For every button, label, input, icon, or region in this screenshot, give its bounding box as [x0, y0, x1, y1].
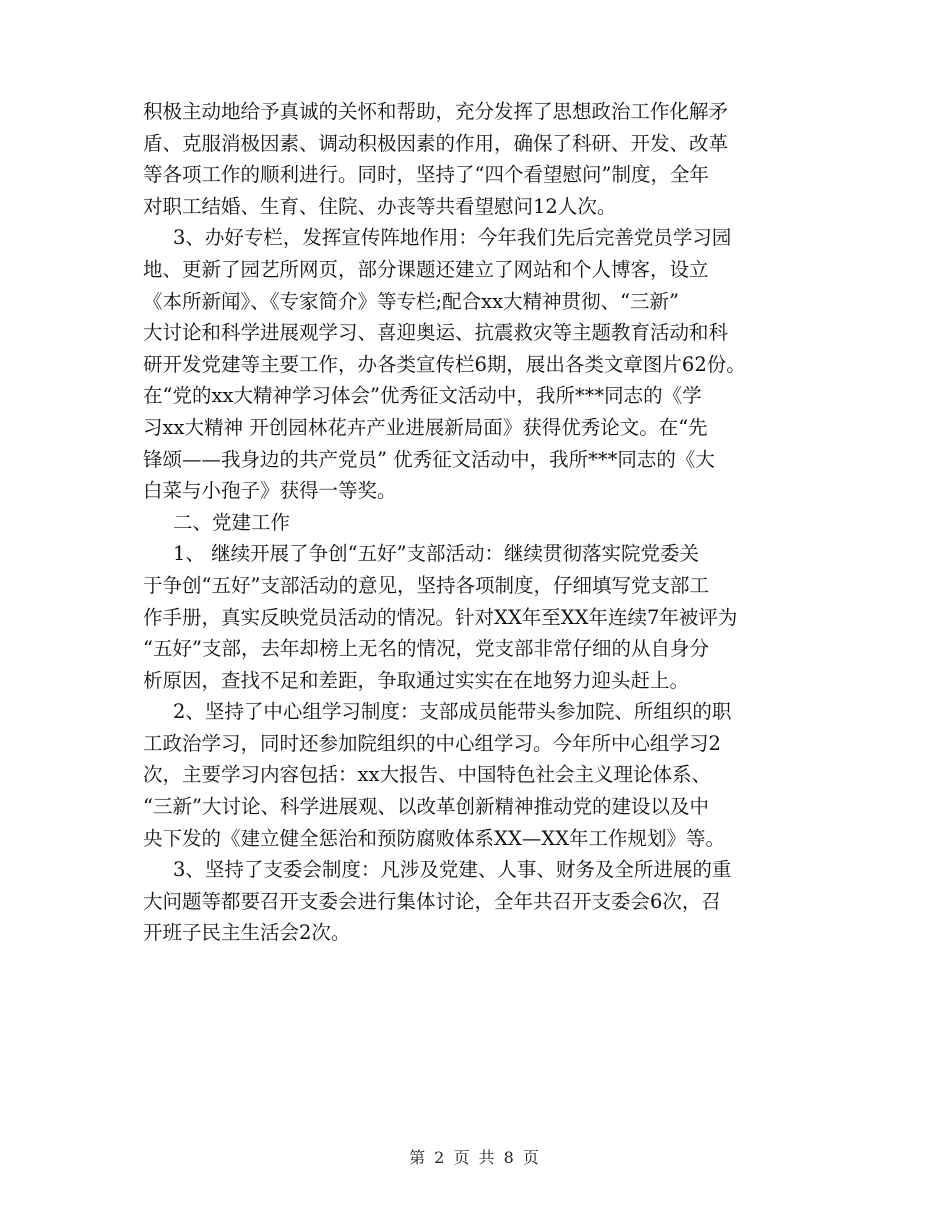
- text-line: 3、坚持了支委会制度：凡涉及党建、人事、财务及全所进展的重: [173, 858, 732, 882]
- text-line: 地、更新了园艺所网页，部分课题还建立了网站和个人博客，设立: [143, 257, 709, 281]
- text-line: 工政治学习，同时还参加院组织的中心组学习。今年所中心组学习2: [143, 731, 721, 755]
- text-line: 《本所新闻》、《专家简介》等专栏;配合xx大精神贯彻、“三新”: [143, 289, 680, 313]
- text-line: 对职工结婚、生育、住院、办丧等共看望慰问12人次。: [143, 194, 617, 218]
- text-line: 1、 继续开展了争创“五好”支部活动：继续贯彻落实院党委关: [173, 542, 700, 566]
- text-line: 大讨论和科学进展观学习、喜迎奥运、抗震救灾等主题教育活动和科: [143, 321, 729, 345]
- page-number-footer: 第 2 页 共 8 页: [409, 1148, 541, 1167]
- text-line: 央下发的《建立健全惩治和预防腐败体系XX—XX年工作规划》等。: [143, 826, 726, 850]
- section-heading-party-building: [143, 507, 823, 539]
- text-line: 2、坚持了中心组学习制度：支部成员能带头参加院、所组织的职: [173, 700, 732, 724]
- text-line: 次，主要学习内容包括：xx大报告、中国特色社会主义理论体系、: [143, 763, 711, 787]
- text-line: “三新”大讨论、科学进展观、以改革创新精神推动党的建设以及中: [143, 795, 709, 819]
- text-line: 积极主动地给予真诚的关怀和帮助，充分发挥了思想政治工作化解矛: [143, 100, 729, 123]
- text-line: 在“党的xx大精神学习体会”优秀征文活动中，我所***同志的《学: [143, 384, 702, 408]
- paragraph-five-good-branch: [143, 538, 823, 696]
- paragraph-central-group-study: [143, 696, 823, 854]
- paragraph-publicity-columns: [143, 222, 823, 506]
- text-line: 习xx大精神 开创园林花卉产业进展新局面》获得优秀论文。在“先: [143, 415, 708, 439]
- text-line: 于争创“五好”支部活动的意见，坚持各项制度，仔细填写党支部工: [143, 573, 709, 597]
- text-line: 白菜与小孢子》获得一等奖。: [143, 479, 397, 503]
- section-heading: 二、党建工作: [173, 510, 291, 534]
- text-line: 盾、克服消极因素、调动积极因素的作用，确保了科研、开发、改革: [143, 131, 729, 155]
- text-line: 锋颂——我身边的共产党员” 优秀征文活动中，我所***同志的《大: [143, 447, 715, 471]
- text-line: 等各项工作的顺利进行。同时，坚持了“四个看望慰问”制度，全年: [143, 163, 709, 187]
- text-line: 析原因，查找不足和差距，争取通过实实在在地努力迎头赶上。: [143, 668, 690, 692]
- document-body: [143, 96, 823, 949]
- paragraph-care-support: [143, 96, 823, 222]
- paragraph-branch-committee: [143, 854, 823, 949]
- text-line: 作手册，真实反映党员活动的情况。针对XX年至XX年连续7年被评为: [143, 605, 738, 629]
- text-line: “五好”支部，去年却榜上无名的情况，党支部非常仔细的从自身分: [143, 637, 709, 661]
- text-line: 3、办好专栏，发挥宣传阵地作用：今年我们先后完善党员学习园: [173, 226, 732, 250]
- text-line: 开班子民主生活会2次。: [143, 921, 351, 945]
- text-line: 大问题等都要召开支委会进行集体讨论，全年共召开支委会6次，召: [143, 889, 721, 913]
- text-line: 研开发党建等主要工作，办各类宣传栏6期，展出各类文章图片62份。: [143, 352, 746, 376]
